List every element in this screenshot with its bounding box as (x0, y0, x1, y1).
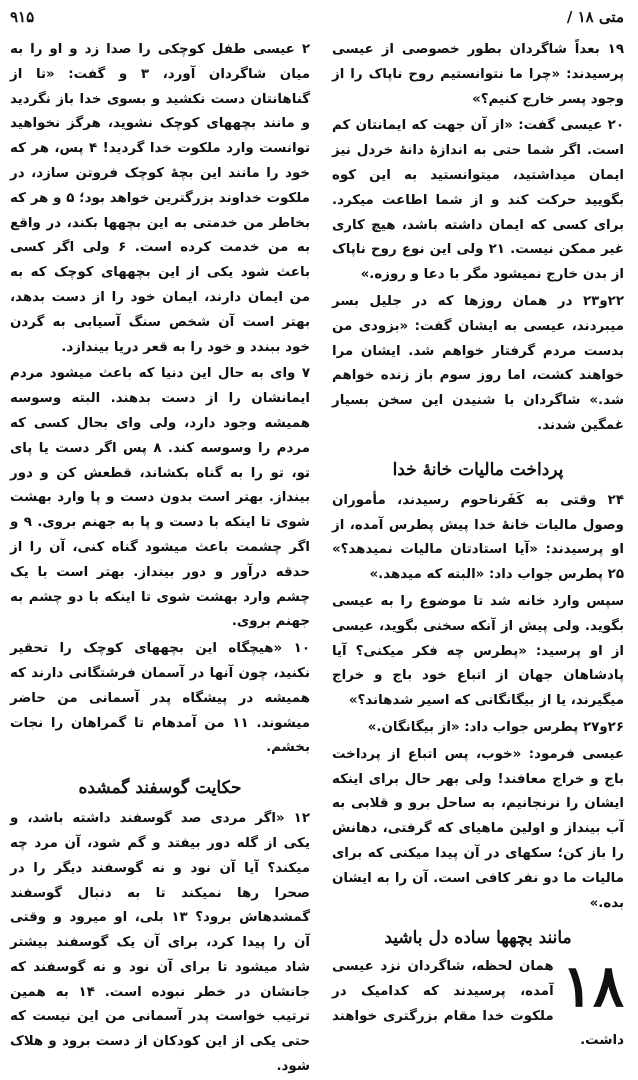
running-title: متی ۱۸ / (566, 8, 624, 26)
chapter-18-block (332, 926, 624, 1054)
verse-paragraph-peter: سپس وارد خانه شد تا موضوع را به عیسی بگوید. ولی پیش از آنکه سخنی بگوید، عیسی از او پرسید: «پطرس چه فکر میکنی؟ آیا پادشاهان جهان از اتباع خود باج و خراج میگیرند، یا از بیگانگانی که اسیر شدهاند؟» (332, 593, 624, 709)
verse-paragraph-2-6: ۲ عیسی طفل کوچکی را صدا زد و او را به میان شاگردان آورد، ۳ و گفت: «تا از گناهانتان دست نکشید و بسوی خدا باز نگردید و مانند بچههای کوچک نشوید، هرگز نخواهید توانست وارد ملکوت خدا گردید! ۴ پس، هر که خود را مانند این بچهٔ کوچک فروتن سازد، در ملکوت خداوند بزرگترین خواهد بود؛ ۵ و هر که بخاطر من خدمتی به این بچهها بکند، در واقع به من خدمت کرده است. ۶ ولی اگر کسی باعث شود یکی از این بچههای کوچک که به من ایمان دارند، ایمان خود را از دست بدهد، بهتر است آن شخص سنگ آسیابی به گردن خود ببندد و خود را به قعر دریا بیندازد. (10, 42, 310, 355)
right-column (332, 38, 625, 1049)
verse-paragraph-jesus-reply: عیسی فرمود: «خوب، پس اتباع از پرداخت باج و خراج معافند! ولی بهر حال برای اینکه ایشان را نرنجانیم، به ساحل برو و قلابی به آب بینداز و اولین ماهیای که گرفتی، دهانش را باز کن؛ سکهای در آن پیدا میکنی که برای مالیات ما دو نفر کافی است. آن را به ایشان بده.» (332, 746, 624, 911)
verse-paragraph-12-14: ۱۲ «اگر مردی صد گوسفند داشته باشد، و یکی از گله دور بیفتد و گم شود، آن مرد چه میکند؟ آیا آن نود و نه گوسفند دیگر را در صحرا رها نمیکند تا به دنبال گوسفند گمشدهاش برود؟ ۱۳ بلی، او میرود و وقتی آن را پیدا کرد، برای آن یک گوسفند بیشتر شاد میشود تا برای آن نود و نه گوسفند که جانشان در خطر نبوده است. ۱۴ به همین ترتیب خواست پدر آسمانی من این نیست که حتی یکی از این کودکان از دست برود و هلاک شود. (10, 811, 310, 1075)
chapter-number: ۱۸ (561, 952, 624, 1021)
verse-paragraph-22-23: ۲۲و۲۳ در همان روزها که در جلیل بسر میبردند، عیسی به ایشان گفت: «بزودی من بدست مردم گرفتار خواهم شد. ایشان مرا خواهند کشت، اما روز سوم باز زنده خواهم شد.» شاگردان با شنیدن این سخن بسیار غمگین شدند. (332, 293, 624, 433)
left-column (10, 38, 310, 1075)
verse-paragraph-18-1: همان لحظه، شاگردان نزد عیسی آمده، پرسیدند که کدامیک در ملکوت خدا مقام بزرگتری خواهند داشت. (332, 959, 624, 1049)
verse-paragraph-19: ۱۹ بعداً شاگردان بطور خصوصی از عیسی پرسیدند: «چرا ما نتوانستیم روح ناپاک را از وجود پسر خارج کنیم؟» (332, 42, 624, 107)
verse-paragraph-26-27: ۲۶و۲۷ پطرس جواب داد: «از بیگانگان.» (367, 719, 624, 735)
section-heading-tax: پرداخت مالیات خانهٔ خدا (392, 459, 564, 480)
section-heading-lost-sheep: حکایت گوسفند گمشده (78, 778, 242, 799)
verse-paragraph-7-9: ۷ وای به حال این دنیا که باعث میشود مردم ایمانشان را از دست بدهند. البته وسوسه همیشه وجود دارد، ولی وای بحال کسی که مردم را وسوسه کند. ۸ پس اگر دست یا پای تو، تو را به گناه بکشاند، قطعش کن و دور بینداز. بهتر است بدون دست و پا وارد بهشت شوی تا اینکه با دست و پا به جهنم بروی. ۹ و اگر چشمت باعث میشود گناه کنی، آن را از حدقه درآور و دور بینداز. بهتر است با یک چشم وارد بهشت شوی تا اینکه با دو چشم به جهنم بروی. (10, 366, 310, 630)
page-number: ۹۱۵ (10, 8, 35, 26)
verse-paragraph-20-21: ۲۰ عیسی گفت: «از آن جهت که ایمانتان کم است. اگر شما حتی به اندازهٔ دانهٔ خردل نیز ایمان میداشتید، میتوانستید به این کوه بگویید حرکت کند و از شما اطاعت میکرد. برای کسی که ایمان داشته باشد، هیچ کاری غیر ممکن نیست. ۲۱ ولی این نوع روح ناپاک از بدن خارج نمیشود مگر با دعا و روزه.» (332, 118, 625, 283)
section-heading-children: مانند بچهها ساده دل باشید (384, 928, 572, 949)
verse-paragraph-24-25: ۲۴ وقتی به کَفَرناحوم رسیدند، مأموران وصول مالیات خانهٔ خدا پیش پطرس آمده، از او پرسیدند: «آیا استادتان مالیات نمیدهد؟» ۲۵ پطرس جواب داد: «البته که میدهد.» (332, 492, 624, 583)
verse-paragraph-10-11: ۱۰ «هیچگاه این بچههای کوچک را تحقیر نکنید، چون آنها در آسمان فرشتگانی دارند که همیشه در پیشگاه پدر آسمانی من حاضر میشوند. ۱۱ من آمدهام تا گمراهان را نجات بخشم. (10, 641, 310, 756)
